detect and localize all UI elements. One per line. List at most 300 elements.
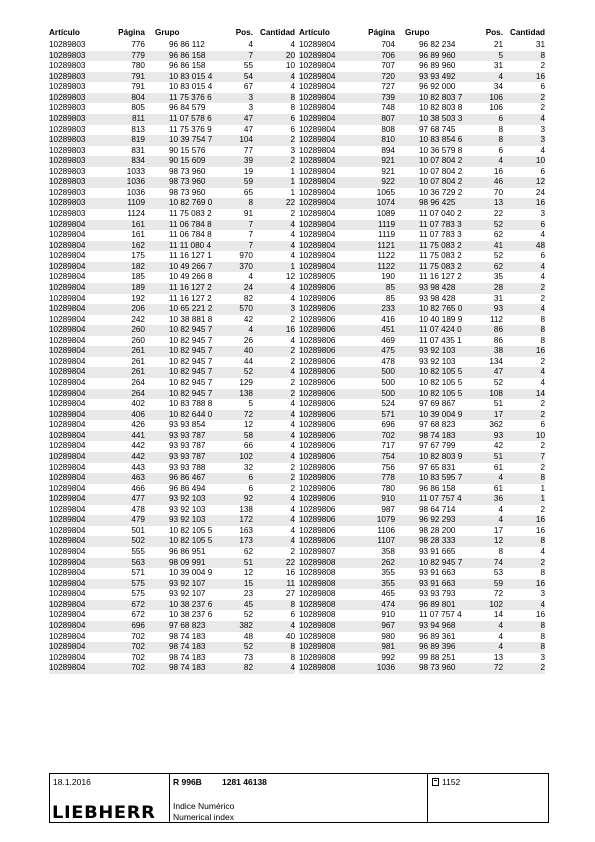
- cell-grupo: 10 82 945 7: [169, 378, 213, 387]
- spacer-cell: [145, 93, 155, 104]
- right-table-row: [299, 177, 545, 188]
- cell-pos: 55: [243, 61, 253, 71]
- cell-pos: 52: [215, 642, 253, 653]
- cell-cantidad: 2: [290, 483, 295, 493]
- cell-pagina: 355: [361, 579, 395, 590]
- right-table-row: [299, 146, 545, 157]
- left-table-row: [49, 431, 295, 442]
- cell-grupo: 97 68 823: [155, 621, 215, 632]
- cell-pos: 34: [493, 82, 503, 92]
- cell-articulo: 10289804: [299, 156, 361, 167]
- cell-pagina: 791: [111, 72, 145, 83]
- left-table-row: [49, 272, 295, 283]
- right-table-row: [299, 61, 545, 72]
- cell-cantidad: 4: [253, 494, 295, 505]
- spacer-cell: [145, 103, 155, 114]
- cell-articulo: 10289804: [49, 610, 86, 620]
- spacer-cell: [395, 441, 405, 452]
- cell-grupo: 11 75 083 2: [169, 209, 212, 218]
- cell-pos: 44: [243, 356, 253, 366]
- spacer-cell: [395, 536, 405, 547]
- spacer-cell: [145, 410, 155, 421]
- cell-grupo: 97 68 823: [419, 420, 456, 430]
- cell-pagina: 706: [361, 51, 395, 62]
- cell-articulo: 10289804: [49, 515, 111, 526]
- cell-pos: 4: [465, 473, 503, 484]
- cell-articulo: 10289804: [49, 389, 111, 400]
- cell-pos: 23: [243, 589, 253, 599]
- cell-cantidad: 3: [503, 135, 545, 146]
- cell-pos: 102: [465, 600, 503, 611]
- cell-articulo: 10289806: [299, 515, 361, 526]
- cell-cantidad: 4: [503, 367, 545, 378]
- cell-grupo: 98 73 960: [405, 663, 465, 674]
- cell-pos: 138: [215, 389, 253, 400]
- spacer-cell: [395, 251, 405, 262]
- cell-articulo: 10289804: [49, 494, 111, 505]
- cell-cantidad: 4: [503, 304, 545, 315]
- cell-articulo: 10289804: [49, 325, 111, 336]
- cell-grupo: 96 86 494: [169, 483, 206, 493]
- cell-cantidad: 16: [503, 515, 545, 526]
- cell-cantidad: 16: [503, 346, 545, 357]
- cell-pos: 24: [215, 283, 253, 294]
- header-pos: Pos.: [485, 28, 503, 37]
- cell-cantidad: 4: [540, 145, 545, 155]
- cell-pagina: 727: [381, 82, 395, 92]
- cell-cantidad: 2: [290, 547, 295, 556]
- right-table-row: [299, 336, 545, 347]
- spacer-cell: [145, 431, 155, 442]
- cell-pos: 13: [493, 652, 503, 662]
- cell-cantidad: 48: [503, 241, 545, 252]
- right-table-row: [299, 325, 545, 336]
- cell-articulo: 10289804: [49, 314, 86, 324]
- left-table-row: [49, 505, 295, 516]
- right-table-row: [299, 135, 545, 146]
- cell-pagina: 1121: [361, 241, 395, 252]
- cell-cantidad: 8: [503, 642, 545, 653]
- cell-grupo: 93 92 107: [155, 579, 215, 590]
- spacer-cell: [395, 494, 405, 505]
- cell-cantidad: 24: [535, 187, 545, 197]
- right-table-row: [299, 526, 545, 537]
- cell-grupo: 93 92 107: [169, 589, 206, 599]
- cell-pagina: 1036: [126, 187, 145, 197]
- cell-pagina: 185: [131, 272, 145, 282]
- cell-grupo: 10 38 503 3: [405, 114, 465, 125]
- cell-grupo: 10 07 804 2: [419, 166, 463, 176]
- cell-pos: 73: [243, 652, 253, 662]
- spacer-cell: [395, 642, 405, 653]
- spacer-cell: [395, 431, 405, 442]
- cell-pos: 19: [243, 166, 253, 176]
- cell-pagina: 992: [381, 652, 395, 662]
- cell-pos: 6: [465, 114, 503, 125]
- cell-pos: 7: [215, 51, 253, 62]
- spacer-cell: [145, 389, 155, 400]
- cell-grupo: 11 07 424 0: [405, 325, 465, 336]
- cell-cantidad: 3: [540, 652, 545, 662]
- cell-pagina: 182: [111, 262, 145, 273]
- cell-articulo: 10289804: [49, 462, 86, 472]
- cell-articulo: 10289806: [299, 378, 336, 387]
- cell-articulo: 10289806: [299, 536, 361, 547]
- cell-pagina: 442: [111, 452, 145, 463]
- spacer-cell: [395, 346, 405, 357]
- cell-pagina: 1109: [111, 198, 145, 209]
- cell-cantidad: 1: [503, 494, 545, 505]
- cell-cantidad: 8: [290, 103, 295, 113]
- cell-pos: 12: [465, 536, 503, 547]
- cell-grupo: 10 83 595 7: [405, 473, 465, 484]
- left-table-row: [49, 230, 295, 241]
- spacer-cell: [145, 61, 155, 72]
- cell-articulo: 10289803: [49, 82, 86, 92]
- cell-articulo: 10289804: [299, 61, 336, 71]
- cell-grupo: 93 92 103: [155, 494, 215, 505]
- cell-articulo: 10289803: [49, 114, 111, 125]
- cell-articulo: 10289804: [299, 135, 361, 146]
- left-table-row: [49, 156, 295, 167]
- cell-pagina: 1124: [127, 209, 145, 218]
- spacer-cell: [395, 125, 405, 136]
- spacer-cell: [395, 135, 405, 146]
- cell-cantidad: 2: [540, 103, 545, 113]
- spacer-cell: [145, 156, 155, 167]
- cell-pos: 54: [215, 72, 253, 83]
- cell-pagina: 702: [131, 652, 145, 662]
- cell-articulo: 10289804: [49, 642, 111, 653]
- spacer-cell: [145, 304, 155, 315]
- cell-articulo: 10289804: [49, 621, 111, 632]
- cell-pagina: 704: [381, 40, 395, 49]
- cell-pagina: 922: [361, 177, 395, 188]
- right-table-row: [299, 579, 545, 590]
- cell-grupo: 10 36 579 8: [419, 145, 463, 155]
- spacer-cell: [395, 156, 405, 167]
- cell-pos: 4: [465, 642, 503, 653]
- left-table-row: [49, 579, 295, 590]
- cell-grupo: 96 84 579: [169, 103, 206, 113]
- cell-pos: 4: [465, 156, 503, 167]
- cell-cantidad: 2: [503, 663, 545, 674]
- left-table-row: [49, 367, 295, 378]
- spacer-cell: [395, 473, 405, 484]
- cell-pagina: 696: [381, 420, 395, 430]
- cell-grupo: 11 07 040 2: [419, 209, 462, 218]
- cell-cantidad: 2: [503, 283, 545, 294]
- cell-cantidad: 8: [503, 325, 545, 336]
- left-table-row: [49, 251, 295, 262]
- left-table-row: [49, 610, 295, 621]
- spacer-cell: [145, 621, 155, 632]
- cell-articulo: 10289804: [299, 209, 336, 218]
- cell-cantidad: 2: [253, 389, 295, 400]
- cell-articulo: 10289807: [299, 547, 336, 556]
- cell-pos: 58: [215, 431, 253, 442]
- cell-pos: 172: [215, 515, 253, 526]
- cell-articulo: 10289804: [299, 103, 336, 113]
- header-articulo: Artículo: [299, 28, 330, 37]
- cell-articulo: 10289804: [49, 547, 86, 556]
- footer-box: [49, 773, 549, 823]
- cell-pos: 8: [465, 135, 503, 146]
- cell-pagina: 463: [111, 473, 145, 484]
- cell-articulo: 10289803: [49, 103, 86, 113]
- footer-date-cell: [50, 774, 170, 822]
- spacer-cell: [395, 610, 405, 621]
- cell-grupo: 98 74 183: [155, 642, 215, 653]
- cell-grupo: 11 06 784 8: [155, 220, 215, 231]
- cell-pagina: 754: [361, 452, 395, 463]
- cell-cantidad: 3: [540, 589, 545, 599]
- right-table-row: [299, 82, 545, 93]
- cell-articulo: 10289804: [49, 304, 111, 315]
- cell-grupo: 10 82 945 7: [155, 367, 215, 378]
- right-table-row: [299, 367, 545, 378]
- left-table-row: [49, 378, 295, 389]
- cell-pagina: 811: [111, 114, 145, 125]
- cell-grupo: 10 83 854 6: [405, 135, 465, 146]
- right-table-row: [299, 251, 545, 262]
- right-table-row: [299, 441, 545, 452]
- cell-articulo: 10289806: [299, 420, 336, 430]
- left-table-row: [49, 325, 295, 336]
- cell-articulo: 10289804: [49, 251, 86, 261]
- cell-cantidad: 8: [503, 473, 545, 484]
- cell-pagina: 524: [381, 399, 395, 409]
- left-table-row: [49, 536, 295, 547]
- spacer-cell: [145, 642, 155, 653]
- cell-grupo: 93 98 428: [405, 283, 465, 294]
- cell-cantidad: 2: [540, 399, 545, 409]
- spacer-cell: [395, 188, 405, 199]
- cell-pos: 4: [465, 72, 503, 83]
- cell-grupo: 93 93 787: [169, 441, 206, 451]
- cell-pagina: 981: [361, 642, 395, 653]
- spacer-cell: [395, 484, 405, 495]
- cell-grupo: 11 07 757 4: [419, 610, 462, 620]
- cell-grupo: 11 07 783 3: [405, 220, 465, 231]
- cell-cantidad: 16: [285, 568, 295, 578]
- cell-pagina: 443: [131, 462, 145, 472]
- cell-pagina: 813: [131, 124, 145, 134]
- cell-pagina: 406: [111, 410, 145, 421]
- cell-grupo: 10 39 004 9: [169, 568, 213, 578]
- cell-pos: 93: [465, 304, 503, 315]
- cell-cantidad: 2: [253, 473, 295, 484]
- cell-cantidad: 4: [540, 230, 545, 240]
- cell-pagina: 190: [381, 272, 395, 282]
- cell-pos: 7: [248, 230, 253, 240]
- cell-pos: 15: [215, 579, 253, 590]
- spacer-cell: [145, 463, 155, 474]
- cell-pagina: 575: [111, 579, 145, 590]
- spacer-cell: [395, 452, 405, 463]
- cell-articulo: 10289808: [299, 589, 336, 599]
- cell-pagina: 260: [111, 325, 145, 336]
- cell-pagina: 702: [111, 642, 145, 653]
- cell-cantidad: 1: [253, 177, 295, 188]
- cell-pos: 62: [465, 262, 503, 273]
- cell-cantidad: 4: [503, 114, 545, 125]
- cell-cantidad: 2: [540, 504, 545, 514]
- cell-pagina: 469: [381, 335, 395, 345]
- cell-articulo: 10289804: [49, 420, 86, 430]
- cell-pagina: 834: [111, 156, 145, 167]
- cell-grupo: 10 49 266 8: [169, 272, 213, 282]
- left-table-row: [49, 82, 295, 93]
- left-table-row: [49, 589, 295, 600]
- spacer-cell: [395, 209, 405, 220]
- cell-cantidad: 7: [503, 452, 545, 463]
- cell-grupo: 10 83 788 8: [169, 399, 213, 409]
- spacer-cell: [145, 420, 155, 431]
- left-table-row: [49, 663, 295, 674]
- cell-grupo: 10 82 803 8: [419, 103, 463, 113]
- cell-pos: 59: [215, 177, 253, 188]
- cell-cantidad: 22: [253, 198, 295, 209]
- cell-cantidad: 16: [503, 579, 545, 590]
- cell-pos: 8: [498, 124, 503, 134]
- cell-pagina: 477: [111, 494, 145, 505]
- left-table-row: [49, 61, 295, 72]
- cell-pos: 70: [493, 187, 503, 197]
- cell-grupo: 93 93 787: [155, 431, 215, 442]
- cell-cantidad: 4: [290, 420, 295, 430]
- cell-cantidad: 16: [253, 325, 295, 336]
- cell-cantidad: 6: [503, 220, 545, 231]
- cell-pagina: 402: [131, 399, 145, 409]
- left-table-row: [49, 632, 295, 643]
- spacer-cell: [395, 230, 405, 241]
- left-table-row: [49, 177, 295, 188]
- cell-cantidad: 8: [503, 621, 545, 632]
- cell-grupo: 11 75 376 6: [155, 93, 215, 104]
- cell-grupo: 11 75 083 2: [405, 241, 465, 252]
- cell-articulo: 10289806: [299, 389, 361, 400]
- cell-articulo: 10289806: [299, 304, 361, 315]
- cell-pos: 4: [248, 272, 253, 282]
- cell-cantidad: 8: [540, 314, 545, 324]
- spacer-cell: [395, 336, 405, 347]
- cell-articulo: 10289806: [299, 283, 361, 294]
- cell-pagina: 575: [131, 589, 145, 599]
- cell-grupo: 11 11 080 4: [155, 241, 215, 252]
- cell-cantidad: 10: [285, 61, 295, 71]
- cell-pos: 4: [465, 515, 503, 526]
- cell-cantidad: 4: [253, 72, 295, 83]
- right-table-row: [299, 399, 545, 410]
- cell-pos: 42: [493, 441, 503, 451]
- cell-cantidad: 4: [290, 335, 295, 345]
- spacer-cell: [145, 610, 155, 621]
- cell-pagina: 819: [111, 135, 145, 146]
- cell-pos: 39: [215, 156, 253, 167]
- spacer-cell: [145, 357, 155, 368]
- cell-pos: 52: [243, 610, 253, 620]
- cell-pagina: 921: [381, 166, 395, 176]
- cell-pos: 45: [215, 600, 253, 611]
- left-table-header-row: [49, 26, 295, 40]
- cell-grupo: 96 89 361: [419, 631, 456, 641]
- cell-cantidad: 31: [535, 40, 545, 49]
- cell-grupo: 98 09 991: [155, 558, 215, 569]
- cell-pagina: 161: [111, 220, 145, 231]
- cell-cantidad: 4: [253, 241, 295, 252]
- cell-grupo: 96 89 960: [419, 61, 456, 71]
- cell-grupo: 10 82 945 7: [155, 346, 215, 357]
- cell-pos: 59: [465, 579, 503, 590]
- header-cantidad: Cantidad: [259, 28, 295, 37]
- left-table-row: [49, 188, 295, 199]
- cell-articulo: 10289804: [299, 166, 336, 176]
- cell-pagina: 672: [111, 600, 145, 611]
- right-table-row: [299, 558, 545, 569]
- left-table-row: [49, 51, 295, 62]
- cell-cantidad: 4: [290, 230, 295, 240]
- spacer-cell: [145, 515, 155, 526]
- cell-grupo: 98 74 183: [169, 631, 206, 641]
- footer-page-cell: [428, 774, 548, 822]
- cell-cantidad: 8: [503, 536, 545, 547]
- cell-pagina: 264: [111, 389, 145, 400]
- cell-cantidad: 2: [253, 156, 295, 167]
- cell-cantidad: 3: [290, 145, 295, 155]
- cell-articulo: 10289806: [299, 504, 336, 514]
- cell-pagina: 500: [361, 367, 395, 378]
- cell-articulo: 10289804: [49, 431, 111, 442]
- spacer-cell: [395, 410, 405, 421]
- cell-pagina: 776: [131, 40, 145, 49]
- spacer-cell: [145, 452, 155, 463]
- cell-pos: 67: [243, 82, 253, 92]
- right-table-row: [299, 610, 545, 621]
- spacer-cell: [395, 72, 405, 83]
- right-table-row: [299, 642, 545, 653]
- cell-pos: 22: [493, 209, 503, 218]
- right-table-row: [299, 663, 545, 674]
- left-table-row: [49, 135, 295, 146]
- cell-pos: 7: [215, 220, 253, 231]
- left-table-row: [49, 473, 295, 484]
- cell-pagina: 475: [361, 346, 395, 357]
- left-table-row: [49, 125, 295, 136]
- cell-pos: 62: [243, 547, 253, 556]
- footer-page-number: 1152: [442, 777, 461, 787]
- spacer-cell: [145, 336, 155, 347]
- right-table-row: [299, 220, 545, 231]
- cell-articulo: 10289805: [299, 272, 336, 282]
- cell-pagina: 1036: [111, 177, 145, 188]
- cell-grupo: 10 65 221 2: [155, 304, 215, 315]
- cell-pos: 46: [465, 177, 503, 188]
- cell-grupo: 10 82 945 7: [169, 356, 213, 366]
- right-table-row: [299, 357, 545, 368]
- left-table-row: [49, 547, 295, 558]
- right-table-row: [299, 103, 545, 114]
- spacer-cell: [145, 146, 155, 157]
- header-pagina: Página: [118, 28, 145, 37]
- spacer-cell: [395, 621, 405, 632]
- footer-model: R 996B: [173, 777, 202, 787]
- cell-pagina: 442: [131, 441, 145, 451]
- cell-pos: 51: [465, 452, 503, 463]
- right-table-row: [299, 294, 545, 305]
- cell-cantidad: 2: [540, 462, 545, 472]
- cell-pos: 102: [215, 452, 253, 463]
